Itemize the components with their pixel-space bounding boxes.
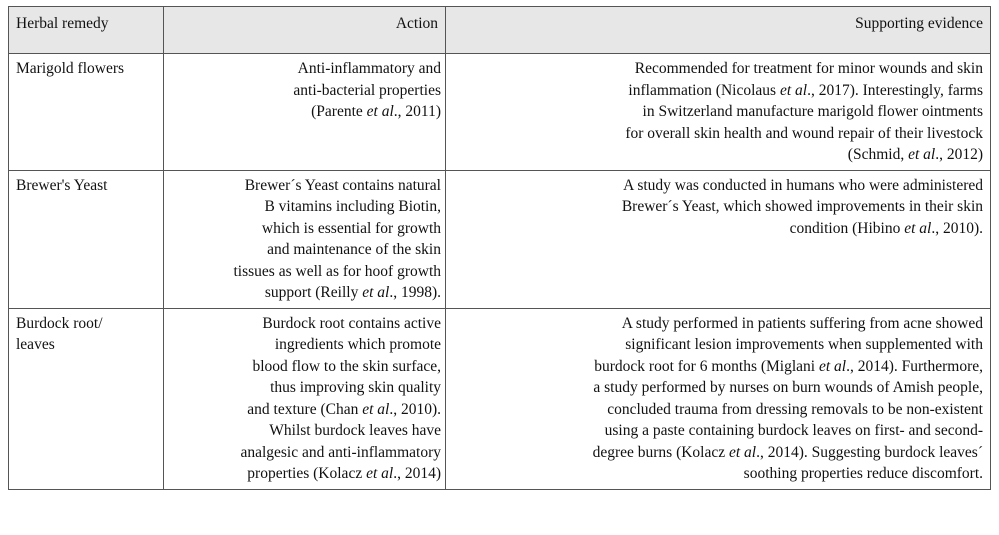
evidence-cell bbox=[446, 170, 991, 308]
action-cell-line: and texture (Chan et al., 2010). bbox=[247, 400, 441, 418]
evidence-cell-line: Brewer´s Yeast, which showed improvements in their skin bbox=[621, 198, 983, 215]
evidence-cell-line: degree burns (Kolacz et al., 2014). Suggesting burdock leaves´ bbox=[592, 443, 983, 461]
evidence-cell bbox=[446, 54, 991, 171]
action-cell-line: analgesic and anti-inflammatory bbox=[240, 443, 441, 461]
action-cell-line: ingredients which promote bbox=[274, 336, 441, 353]
remedy-cell-line: Marigold flowers bbox=[16, 60, 125, 77]
evidence-cell-line: concluded trauma from dressing removals to be non-existent bbox=[607, 400, 983, 418]
table-row bbox=[9, 54, 991, 171]
action-cell bbox=[164, 308, 446, 489]
action-cell-line: (Parente et al., 2011) bbox=[311, 103, 441, 120]
evidence-cell-line: inflammation (Nicolaus et al., 2017). Interestingly, farms bbox=[628, 81, 983, 99]
remedy-cell bbox=[9, 54, 164, 171]
herbal-remedies-table bbox=[8, 6, 991, 490]
evidence-cell-line: A study was conducted in humans who were administered bbox=[623, 176, 983, 194]
evidence-cell-line: A study performed in patients suffering from acne showed bbox=[621, 314, 983, 332]
remedy-cell-line: Brewer's Yeast bbox=[16, 176, 108, 194]
evidence-cell-line: a study performed by nurses on burn wounds of Amish people, bbox=[593, 379, 983, 396]
action-cell-line: and maintenance of the skin bbox=[267, 241, 441, 258]
action-cell bbox=[164, 54, 446, 171]
table-row bbox=[9, 308, 991, 489]
remedy-cell-line: Burdock root/ bbox=[16, 314, 103, 332]
action-cell-line: which is essential for growth bbox=[261, 219, 441, 237]
remedy-cell-line: leaves bbox=[16, 336, 55, 353]
evidence-cell-line: for overall skin health and wound repair of their livestock bbox=[625, 124, 983, 142]
header-herbal-remedy: Herbal remedy bbox=[9, 7, 164, 54]
evidence-cell-line: soothing properties reduce discomfort. bbox=[743, 465, 983, 482]
evidence-cell-line: in Switzerland manufacture marigold flower ointments bbox=[642, 103, 983, 120]
table-row bbox=[9, 170, 991, 308]
action-cell-line: properties (Kolacz et al., 2014) bbox=[247, 465, 441, 482]
evidence-cell-line: Recommended for treatment for minor wounds and skin bbox=[634, 60, 983, 77]
action-cell-line: anti-bacterial properties bbox=[293, 81, 441, 99]
action-cell-line: Anti-inflammatory and bbox=[297, 60, 441, 77]
header-supporting-evidence: Supporting evidence bbox=[446, 7, 991, 54]
action-cell-line: blood flow to the skin surface, bbox=[252, 357, 441, 375]
header-action: Action bbox=[164, 7, 446, 54]
remedy-cell bbox=[9, 170, 164, 308]
evidence-cell-line: condition (Hibino et al., 2010). bbox=[789, 219, 983, 237]
evidence-cell bbox=[446, 308, 991, 489]
action-cell-line: support (Reilly et al., 1998). bbox=[264, 284, 441, 301]
action-cell bbox=[164, 170, 446, 308]
action-cell-line: thus improving skin quality bbox=[270, 379, 441, 396]
evidence-cell-line: burdock root for 6 months (Miglani et al., 2014). Furthermore, bbox=[594, 357, 983, 375]
action-cell-line: Brewer´s Yeast contains natural bbox=[244, 176, 441, 194]
header-row bbox=[9, 7, 991, 54]
evidence-cell-line: using a paste containing burdock leaves on first- and second- bbox=[604, 422, 983, 439]
evidence-cell-line: (Schmid, et al., 2012) bbox=[847, 146, 983, 163]
action-cell-line: Whilst burdock leaves have bbox=[269, 422, 441, 439]
action-cell-line: B vitamins including Biotin, bbox=[264, 198, 441, 215]
remedy-cell bbox=[9, 308, 164, 489]
evidence-cell-line: significant lesion improvements when supplemented with bbox=[625, 336, 983, 353]
action-cell-line: tissues as well as for hoof growth bbox=[233, 262, 441, 280]
action-cell-line: Burdock root contains active bbox=[262, 314, 441, 332]
